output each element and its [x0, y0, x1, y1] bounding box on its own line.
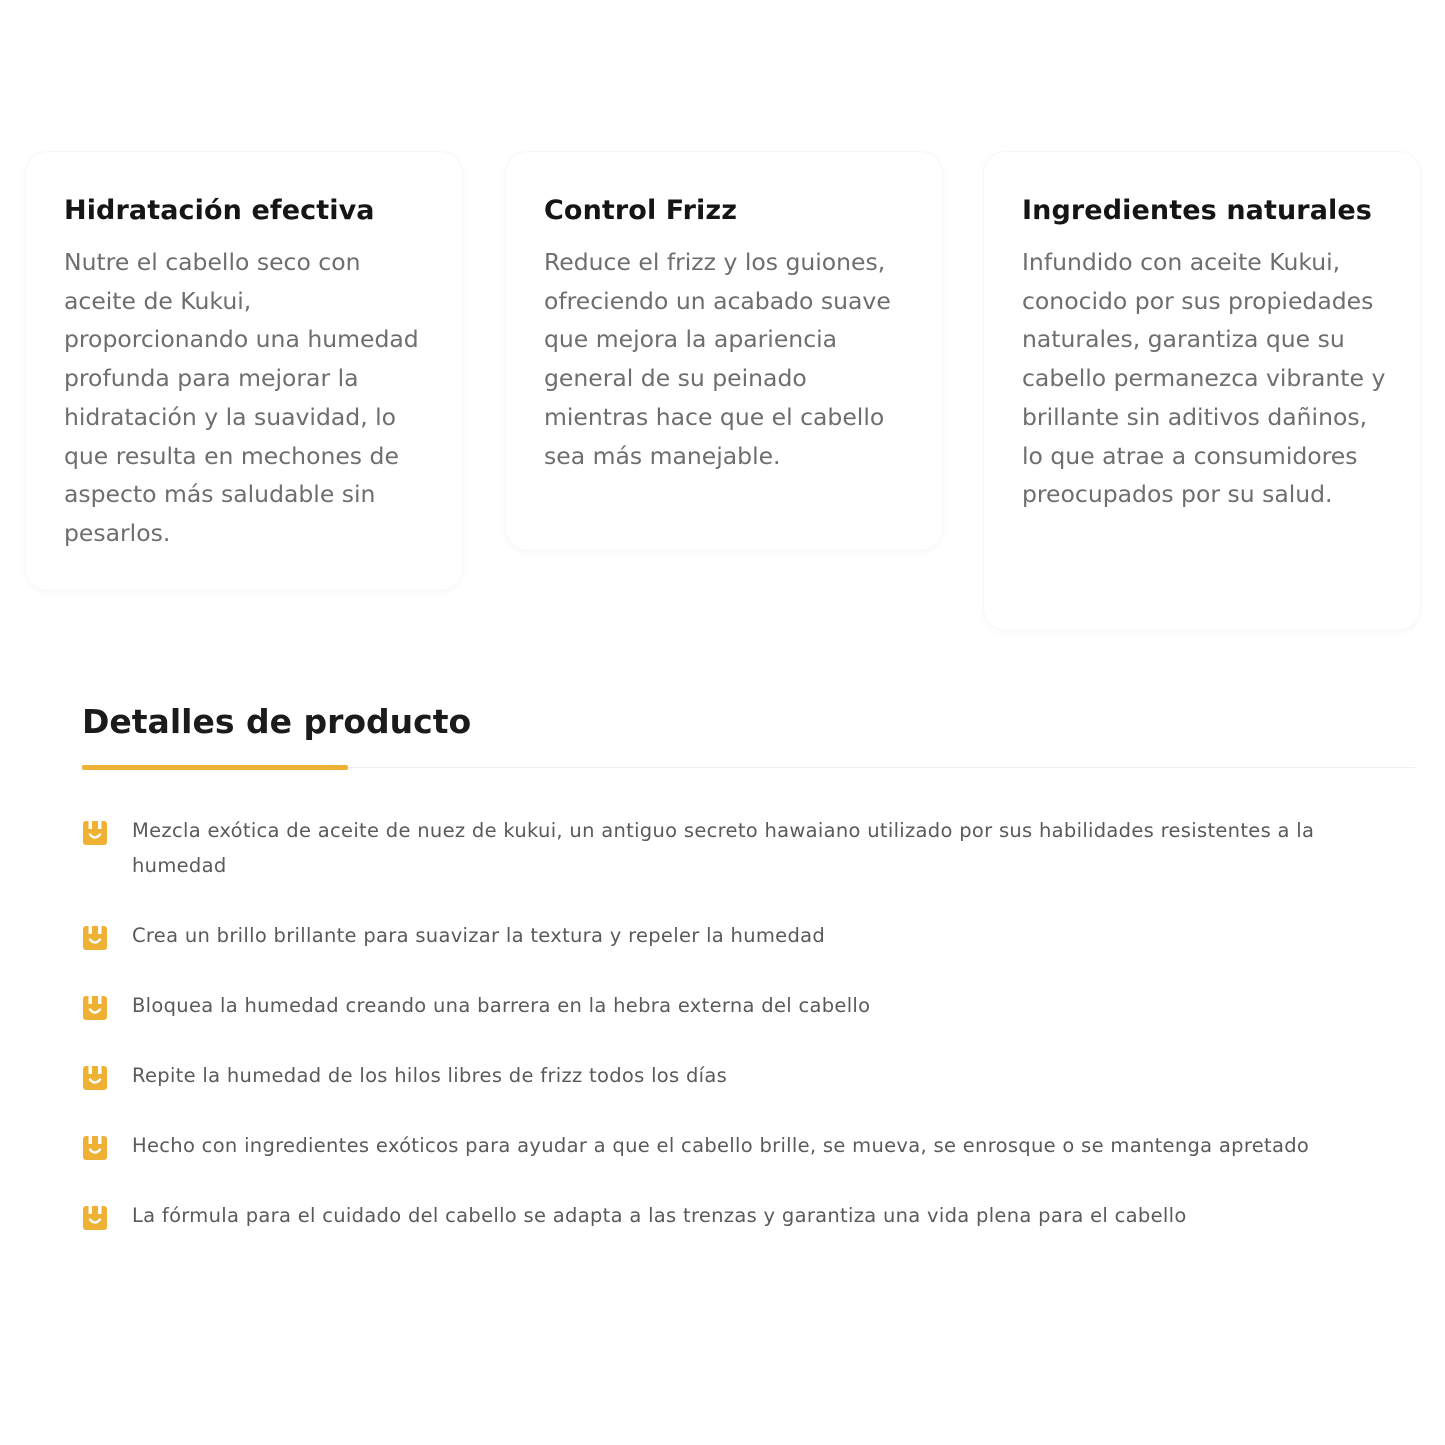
feature-card-hydration [26, 152, 462, 590]
shopping-bag-icon [82, 1065, 108, 1091]
feature-cards [26, 152, 1418, 632]
shopping-bag-icon [82, 925, 108, 951]
feature-card-title: Hidratación efectiva [64, 195, 375, 226]
list-item-text: Repite la humedad de los hilos libres de frizz todos los días [132, 1064, 728, 1087]
section-title: Detalles de producto [82, 702, 472, 741]
list-item-text: La fórmula para el cuidado del cabello se adapta a las trenzas y garantiza una vida plena para el cabello [132, 1204, 1187, 1227]
list-item [80, 988, 1380, 1023]
list-item [80, 1058, 1380, 1093]
list-item [80, 1198, 1380, 1233]
feature-card-text: Infundido con aceite Kukui, conocido por sus propiedades naturales, garantiza que su cabello permanezca vibrante y brillante sin aditivos dañinos, lo que atrae a consumidores preocupados por su salud. [1022, 248, 1386, 509]
list-item [80, 813, 1380, 883]
feature-card-text: Nutre el cabello seco con aceite de Kukui, proporcionando una humedad profunda para mejorar la hidratación y la suavidad, lo que resulta en mechones de aspecto más saludable sin pesarlos. [64, 248, 419, 547]
shopping-bag-icon [82, 820, 108, 846]
feature-card-natural [984, 152, 1420, 630]
feature-card-title: Ingredientes naturales [1022, 195, 1372, 226]
list-item [80, 918, 1380, 953]
feature-card-frizz [506, 152, 942, 550]
list-item-text: Bloquea la humedad creando una barrera en la hebra externa del cabello [132, 994, 871, 1017]
shopping-bag-icon [82, 1135, 108, 1161]
list-item-text: Mezcla exótica de aceite de nuez de kukui, un antiguo secreto hawaiano utilizado por sus habilidades resistentes a la humedad [132, 819, 1315, 877]
shopping-bag-icon [82, 1205, 108, 1231]
details-list [80, 813, 1380, 1268]
shopping-bag-icon [82, 995, 108, 1021]
list-item [80, 1128, 1380, 1163]
list-item-text: Hecho con ingredientes exóticos para ayudar a que el cabello brille, se mueva, se enrosque o se mantenga apretado [132, 1134, 1310, 1157]
list-item-text: Crea un brillo brillante para suavizar la textura y repeler la humedad [132, 924, 826, 947]
feature-card-text: Reduce el frizz y los guiones, ofreciendo un acabado suave que mejora la apariencia general de su peinado mientras hace que el cabello sea más manejable. [544, 248, 891, 470]
feature-card-title: Control Frizz [544, 195, 738, 226]
section-divider-accent [82, 765, 348, 770]
